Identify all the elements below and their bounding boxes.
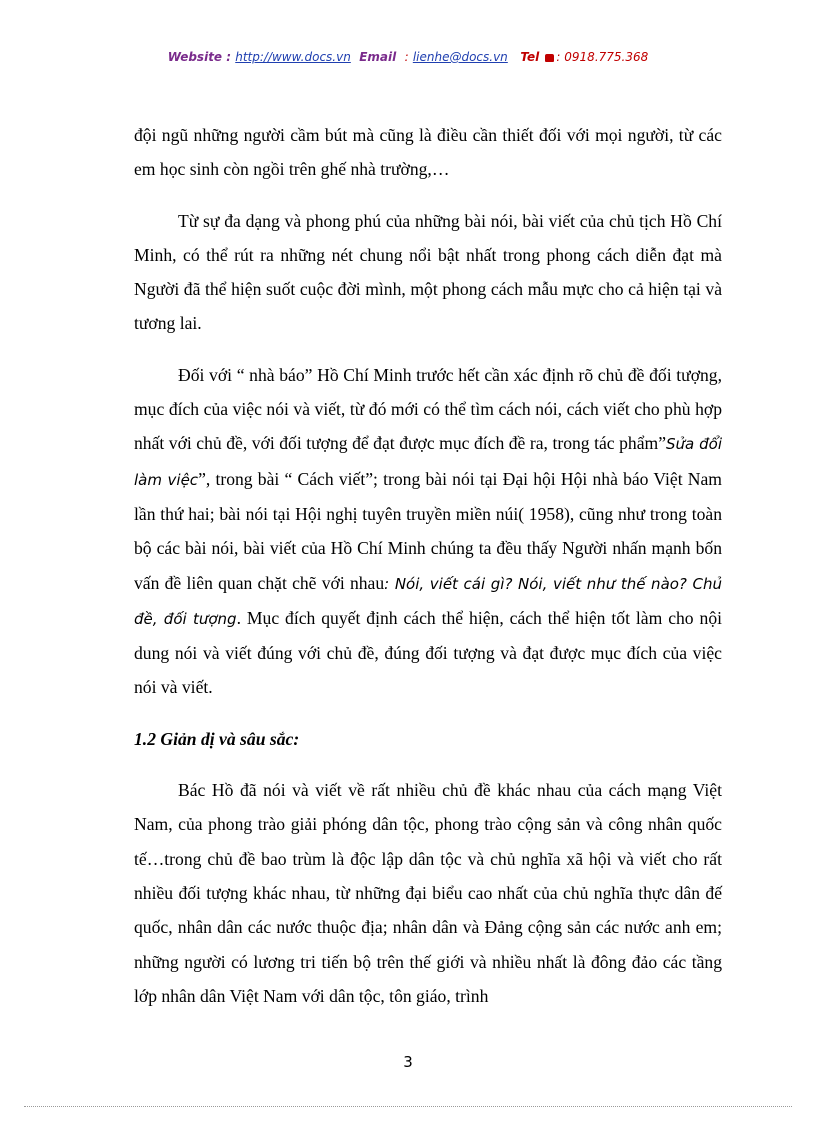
tel-value: : 0918.775.368 [556,50,649,64]
tel-label: Tel [520,50,540,64]
paragraph-3-part-c: . Mục đích quyết định cách thể hiện, cách thể hiện tốt làm cho nội dung nói và viết đúng với chủ đề, đúng đối tượng và đạt được mục đích của việc nói và viết. [134,607,723,698]
section-heading: 1.2 Giản dị và sâu sắc: [134,728,300,749]
paragraph-3 [134,358,722,705]
paragraph-2: Từ sự đa dạng và phong phú của những bài nói, bài viết của chủ tịch Hồ Chí Minh, có thể rút ra những nét chung nổi bật nhất trong phong cách diễn đạt mà Người đã thể hiện suốt cuộc đời mình, một phong cách mẫu mực cho cả hiện tại và tương lai. [134,210,722,334]
footer-divider [24,1106,792,1107]
paragraph-3-italic-title: Sửa đổi làm việc [134,435,722,489]
paragraph-4: Bác Hồ đã nói và viết về rất nhiều chủ đề khác nhau của cách mạng Việt Nam, của phong trào giải phóng dân tộc, phong trào cộng sản và công nhân quốc tế…trong chủ đề bao trùm là độc lập dân tộc và chủ nghĩa xã hội và viết cho rất nhiều đối tượng khác nhau, từ những đại biểu cao nhất của chủ nghĩa thực dân đế quốc, nhân dân các nước thuộc địa; nhân dân và Đảng cộng sản các nước anh em; những người có lương tri tiến bộ trên thế giới và nhiều nhất là đông đảo các tầng lớp nhân dân Việt Nam với dân tộc, tôn giáo, trình [134,780,722,1006]
email-label: Email [359,50,397,64]
page-number: 3 [403,1053,413,1071]
email-link[interactable]: lienhe@docs.vn [412,50,508,64]
paragraph-3-part-b: ”, trong bài “ Cách viết”; trong bài nói tại Đại hội Hội nhà báo Việt Nam lần thứ hai; bài nói tại Hội nghị tuyên truyền miền núi( 1958), cũng như trong toàn bộ các bài nói, bài viết của Hồ Chí Minh chúng ta đều thấy Người nhấn mạnh bốn vấn đề liên quan chặt chẽ với nhau [134,468,722,593]
website-label: Website : [167,50,232,64]
paragraph-1: đội ngũ những người cầm bút mà cũng là điều cần thiết đối với mọi người, từ các em học sinh còn ngồi trên ghế nhà trường,… [134,125,722,180]
website-link[interactable]: http://www.docs.vn [235,50,351,64]
document-body [134,118,722,1030]
paragraph-3-italic-questions: : Nói, viết cái gì? Nói, viết như thế nào? Chủ đề, đối tượng [134,574,722,628]
email-separator: : [404,50,409,64]
paragraph-3-part-a: Đối với “ nhà báo” Hồ Chí Minh trước hết cần xác định rõ chủ đề đối tượng, mục đích của việc nói và viết, từ đó mới có thể tìm cách nói, cách viết cho phù hợp nhất với chủ đề, với đối tượng để đạt được mục đích đề ra, trong tác phẩm” [134,364,722,454]
telephone-icon [545,54,554,62]
page-header [0,50,816,64]
